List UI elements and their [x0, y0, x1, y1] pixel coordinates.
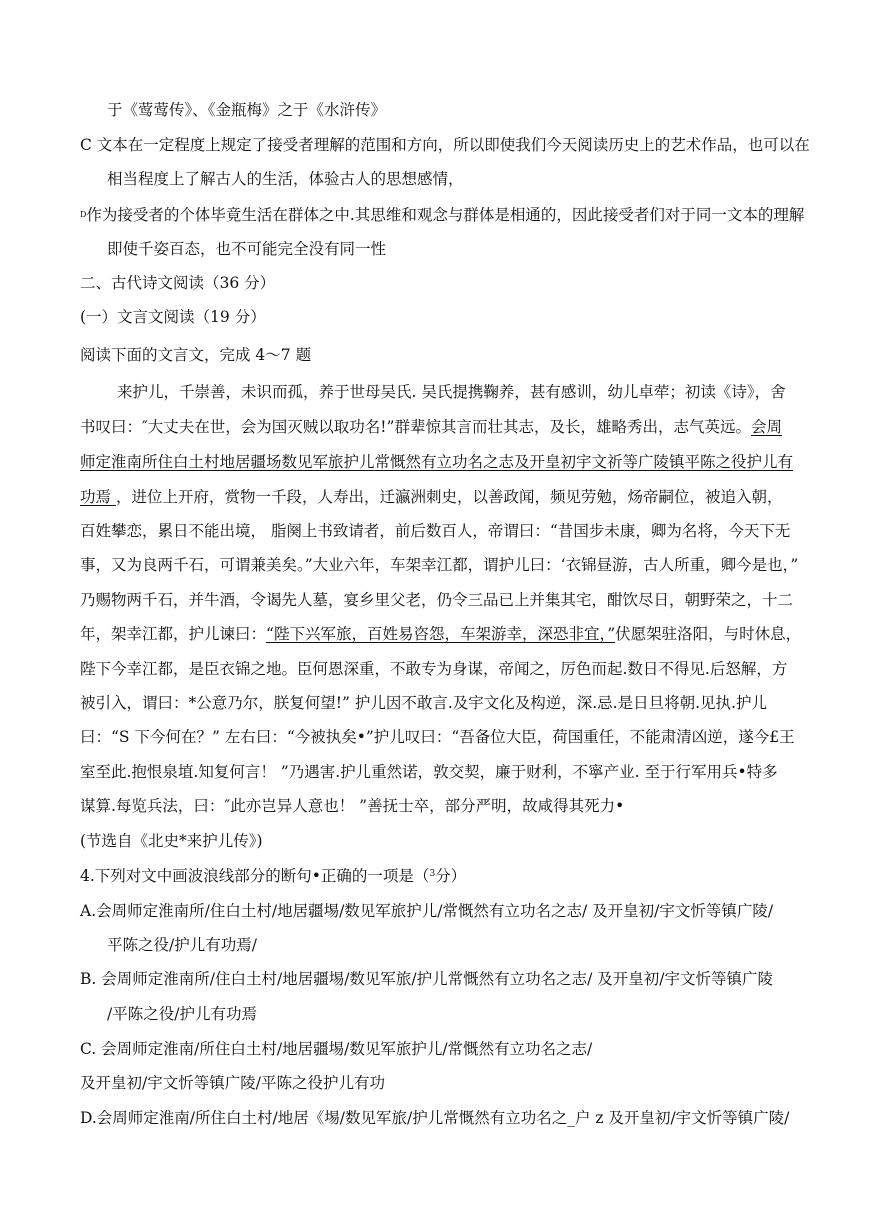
choice-a-line-1: A.会周师定淮南所/住白土村/地居疆埸/数见军旅护儿/常慨然有立功名之志/ 及开皇初/宇文忻等镇广陵/ [80, 902, 774, 920]
choice-c-line-2: 及开皇初/宇文忻等镇广陵/平陈之役护儿有功 [80, 1074, 385, 1092]
choice-b-line-2: /平陈之役/护儿有功焉 [107, 1005, 257, 1023]
question-4-score: 3 [429, 869, 436, 879]
passage-line-12: 室至此.抱恨泉埴.知复何言！ ”乃遇害.护儿重然诺，敦交契，廉于财利，不寧产业. 至于行军用兵•特多 [80, 763, 778, 781]
passage-line-9: 陛下今幸江都，是臣衣锦之地。臣何恩深重，不敢专为身谋，帝闻之，厉色而起.数日不得见.后怒解，方 [80, 660, 788, 678]
underlined-sentence: “陛下兴军旅，百姓易咨怨，车架游幸，深恐非宜，” [266, 625, 616, 643]
passage-line-8 [80, 624, 801, 644]
passage-line-5: 百姓攀恋，累日不能出境， 脂阕上书致请者，前后数百人，帝谓曰：“昔国步未康，卿为名将，今天下无 [80, 522, 791, 540]
option-d-line-2: 即使千姿百态，也不可能完全没有同一性 [107, 240, 387, 258]
option-b-continuation: 于《莺莺传》、《金瓶梅》之于《水浒传》 [107, 101, 387, 119]
question-4-stem-b: 分） [435, 867, 467, 885]
wavy-underlined-end: 功焉 [80, 488, 116, 506]
passage-line-10: 被引入，谓曰：*公意乃尔，朕复何望!” 护儿因不敢言.及宇文化及构逆，深.忌.是日旦将朝.见执.护儿 [80, 694, 767, 712]
instruction-text: 阅读下面的文言文，完成 4～7 题 [80, 346, 312, 364]
option-c-line-2: 相当程度上了解古人的生活，体验古人的思想感情， [107, 170, 464, 188]
option-d-prefix: D [80, 210, 87, 219]
passage-line-2 [80, 417, 782, 437]
passage-line-13: 谋算.每览兵法，曰：″此亦岂异人意也！ ”善抚士卒，部分严明，故咸得其死力• [80, 797, 625, 815]
question-4-stem [80, 866, 466, 886]
passage-line-11: 曰：“S 下今何在？” 左右曰：“今被执矣•”护儿叹曰：“吾备位大臣，荷国重任，不能肃清凶逆，遂今£王 [80, 728, 795, 746]
wavy-underlined-passage: 师定淮南所住白土村地居疆场数见军旅护儿常慨然有立功名之志及开皇初宇文祈等广陵镇平陈之役护儿有 [80, 453, 794, 471]
choice-d-line-1: D.会周师定淮南/所住白土村/地居《埸/数见军旅/护儿常慨然有立功名之_户 z 及开皇初/宇文忻等镇广陵/ [80, 1109, 790, 1127]
option-d-line-1 [80, 205, 804, 225]
passage-source: (节选自《北史*来护儿传》) [80, 832, 263, 850]
choice-a-line-2: 平陈之役/护儿有功焉/ [107, 936, 257, 954]
passage-line-2-text: 书叹曰：″大丈夫在世，会为国灭贼以取功名!”群辈惊其言而壮其志，及长，雄略秀出，志气英远。 [80, 418, 751, 436]
passage-line-6: 事，又为良两千石，可谓兼美矣。”大业六年，车架幸江都，谓护儿曰：‘衣锦昼游，古人所重，卿今是也，” [80, 556, 799, 574]
option-c-line-1: C 文本在一定程度上规定了接受者理解的范围和方向，所以即使我们今天阅读历史上的艺术作品，也可以在 [80, 136, 810, 154]
passage-line-4-text: ，进位上开府，赏物一千段，人寿出，迁瀛洲刺史，以善政闻，频见劳勉，炀帝嗣位，被追入朝， [115, 488, 783, 506]
passage-line-7: 乃赐物两千石，并牛酒，令谒先人墓，宴乡里父老，仍令三品已上并集其宅，酣饮尽日，朝野荣之，十二 [80, 591, 794, 609]
subsection-heading: (一）文言文阅读（19 分） [80, 308, 266, 326]
passage-line-3 [80, 452, 793, 472]
wavy-underlined-start: 会周 [750, 418, 782, 436]
passage-line-8-end: 伏愿架驻洛阳，与时休息， [615, 625, 802, 643]
passage-line-4 [80, 487, 782, 507]
passage-line-1: 来护儿，千崇善，未识而孤，养于世母吴氏. 吴氏提携鞠养，甚有感训，幼儿卓荦；初读《诗》，舍 [117, 383, 786, 401]
question-4-stem-a: 4.下列对文中画波浪线部分的断句•正确的一项是（ [80, 867, 430, 885]
choice-b-line-1: B. 会周师定淮南所/住白土村/地居疆埸/数见军旅/护儿常慨然有立功名之志/ 及开皇初/宇文忻等镇广陵 [80, 970, 774, 988]
choice-c-line-1: C. 会周师定淮南/所住白土村/地居疆埸/数见军旅护儿/常慨然有立功名之志/ [80, 1040, 593, 1058]
option-d-text: 作为接受者的个体毕竟生活在群体之中.其思维和观念与群体是相通的，因此接受者们对于同一文本的理解 [86, 206, 805, 224]
section-heading: 二、古代诗文阅读（36 分） [80, 274, 276, 292]
passage-line-8-start: 年，架幸江都，护儿谏曰： [80, 625, 267, 643]
